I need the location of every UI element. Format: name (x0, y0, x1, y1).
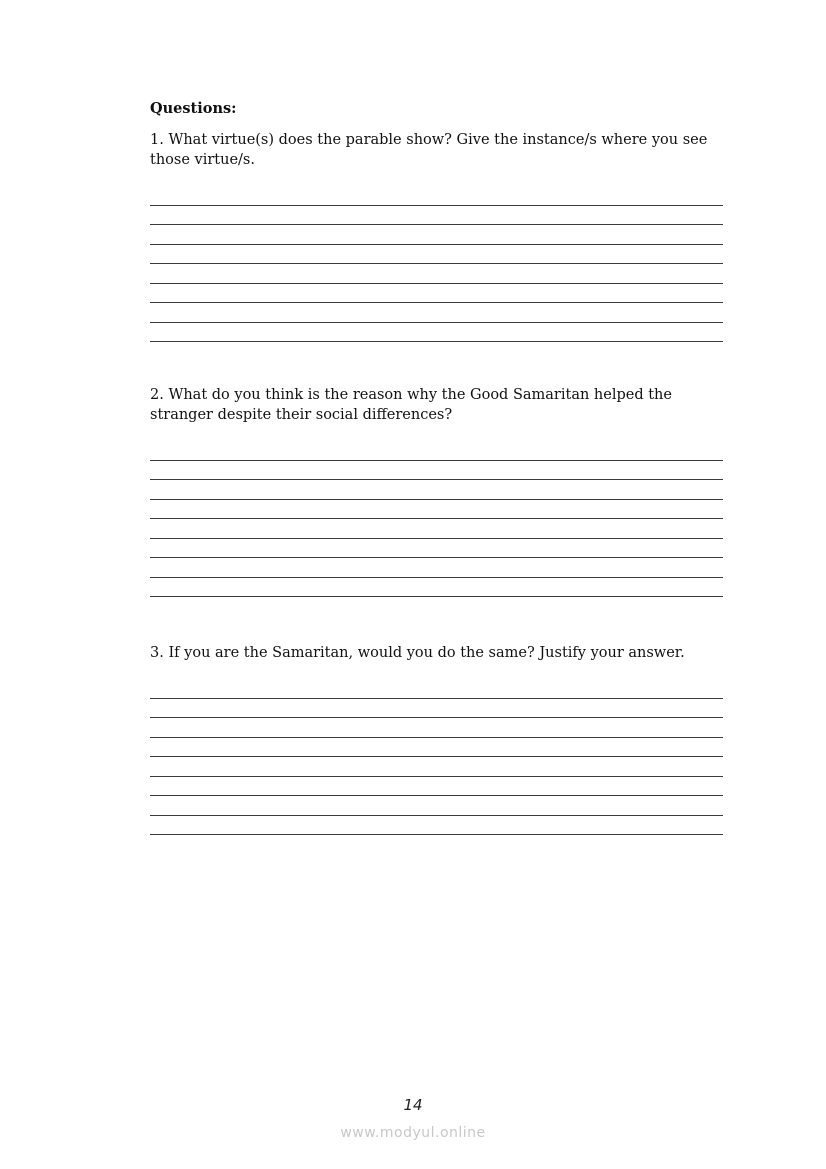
answer-line[interactable] (150, 225, 723, 245)
answer-line[interactable] (150, 323, 723, 343)
answer-line[interactable] (150, 796, 723, 816)
answer-line[interactable] (150, 757, 723, 777)
answer-line[interactable] (150, 186, 723, 206)
answer-line[interactable] (150, 480, 723, 500)
answer-line[interactable] (150, 539, 723, 559)
questions-heading: Questions: (150, 100, 237, 117)
answer-line[interactable] (150, 558, 723, 578)
answer-line[interactable] (150, 284, 723, 304)
question-block-3 (150, 643, 723, 835)
answer-line[interactable] (150, 500, 723, 520)
answer-line[interactable] (150, 441, 723, 461)
answer-line[interactable] (150, 264, 723, 284)
answer-line[interactable] (150, 206, 723, 226)
answer-line[interactable] (150, 777, 723, 797)
question-1-text: 1. What virtue(s) does the parable show? Give the instance/s where you see those virtue/s. (150, 132, 708, 168)
worksheet-content (150, 100, 723, 835)
answer-line[interactable] (150, 816, 723, 836)
answer-line[interactable] (150, 699, 723, 719)
answer-line[interactable] (150, 679, 723, 699)
answer-line[interactable] (150, 519, 723, 539)
answer-line[interactable] (150, 738, 723, 758)
answer-line[interactable] (150, 303, 723, 323)
answer-line[interactable] (150, 245, 723, 265)
question-2-text: 2. What do you think is the reason why the Good Samaritan helped the stranger despite their social differences? (150, 387, 672, 423)
answer-lines-2[interactable] (150, 441, 723, 597)
question-block-2 (150, 385, 723, 597)
answer-line[interactable] (150, 461, 723, 481)
answer-lines-1[interactable] (150, 186, 723, 342)
answer-line[interactable] (150, 578, 723, 598)
question-block-1 (150, 130, 723, 342)
answer-line[interactable] (150, 718, 723, 738)
answer-lines-3[interactable] (150, 679, 723, 835)
page-number: 14 (403, 1096, 423, 1114)
watermark: www.modyul.online (340, 1125, 486, 1141)
question-3-text: 3. If you are the Samaritan, would you do the same? Justify your answer. (150, 645, 685, 661)
